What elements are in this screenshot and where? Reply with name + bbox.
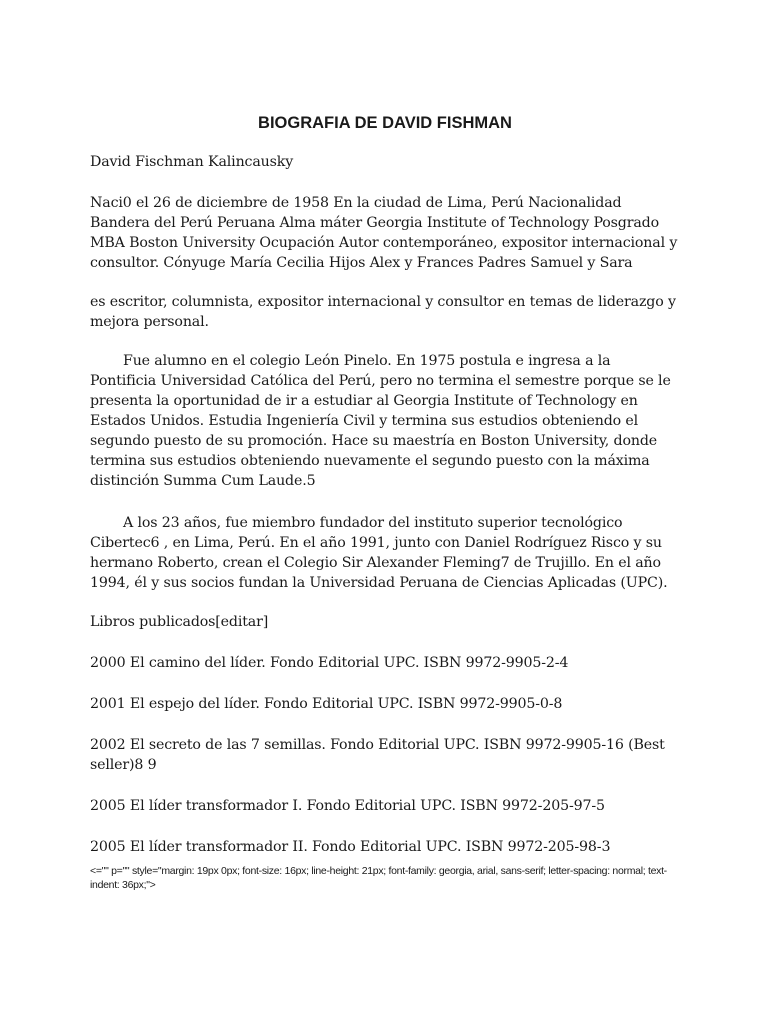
career-paragraph: A los 23 años, fue miembro fundador del instituto superior tecnológico Cibertec6 , en Lima, Perú. En el año 1991, junto con Daniel Rodríguez Risco y su hermano Roberto, crean el Colegio Sir Alexander Fleming7 de Trujillo. En el año 1994, él y sus socios fundan la Universidad Peruana de Ciencias Aplicadas (UPC). bbox=[90, 515, 668, 591]
book-item: 2005 El líder transformador II. Fondo Editorial UPC. ISBN 9972-205-98-3 bbox=[90, 839, 611, 855]
book-item: 2002 El secreto de las 7 semillas. Fondo Editorial UPC. ISBN 9972-9905-16 (Best seller)8 9 bbox=[90, 737, 665, 773]
book-item: 2001 El espejo del líder. Fondo Editorial UPC. ISBN 9972-9905-0-8 bbox=[90, 696, 563, 712]
document-title: BIOGRAFIA DE DAVID FISHMAN bbox=[258, 114, 512, 132]
books-heading: Libros publicados[editar] bbox=[90, 614, 269, 630]
book-item: 2005 El líder transformador I. Fondo Editorial UPC. ISBN 9972-205-97-5 bbox=[90, 798, 605, 814]
full-name-paragraph: David Fischman Kalincausky bbox=[90, 154, 294, 170]
intro-paragraph: es escritor, columnista, expositor internacional y consultor en temas de liderazgo y mejora personal. bbox=[90, 294, 676, 330]
education-paragraph: Fue alumno en el colegio León Pinelo. En 1975 postula e ingresa a la Pontificia Universidad Católica del Perú, pero no termina el semestre porque se le presenta la oportunidad de ir a estudiar al Georgia Institute of Technology en Estados Unidos. Estudia Ingeniería Civil y termina sus estudios obteniendo el segundo puesto de su promoción. Hace su maestría en Boston University, donde termina sus estudios obteniendo nuevamente el segundo puesto con la máxima distinción Summa Cum Laude.5 bbox=[90, 353, 671, 489]
stray-code-text: <="" p="" style="margin: 19px 0px; font-size: 16px; line-height: 21px; font-family: georgia, arial, sans-serif; letter-spacing: normal; text-indent: 36px;"> bbox=[90, 865, 667, 891]
birth-info-paragraph: Naci0 el 26 de diciembre de 1958 En la ciudad de Lima, Perú Nacionalidad Bandera del Perú Peruana Alma máter Georgia Institute of Technology Posgrado MBA Boston University Ocupación Autor contemporáneo, expositor internacional y consultor. Cónyuge María Cecilia Hijos Alex y Frances Padres Samuel y Sara bbox=[90, 195, 678, 271]
book-item: 2000 El camino del líder. Fondo Editorial UPC. ISBN 9972-9905-2-4 bbox=[90, 655, 569, 671]
books-list bbox=[90, 653, 680, 878]
